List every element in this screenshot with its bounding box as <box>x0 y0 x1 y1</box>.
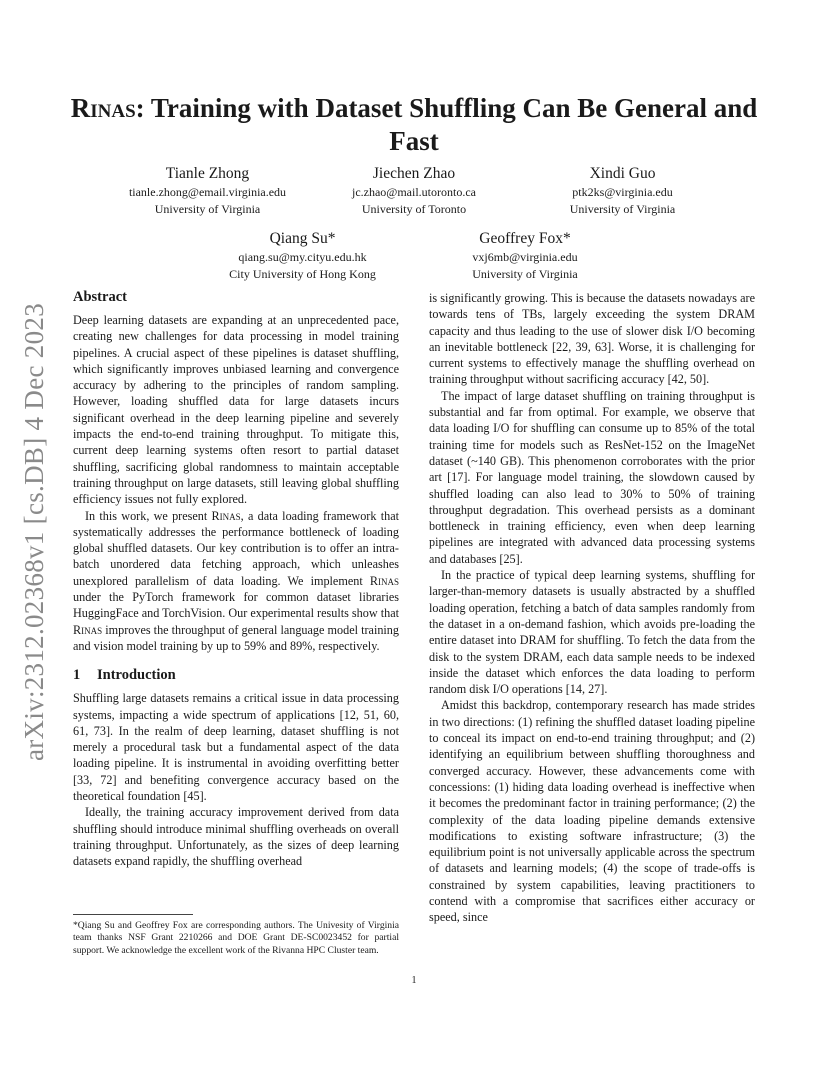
author-email[interactable]: vxj6mb@virginia.edu <box>472 250 578 264</box>
section-number: 1 <box>73 667 81 684</box>
right-column <box>429 290 755 926</box>
author-affiliation: University of Toronto <box>361 202 467 216</box>
page-number: 1 <box>411 975 417 986</box>
paper-title <box>60 92 768 158</box>
author-name: Tianle Zhong <box>165 165 250 182</box>
left-column <box>73 288 399 870</box>
body-paragraph: Shuffling large datasets remains a critical issue in data processing systems, impacting a wide spectrum of applications [12, 51, 60, 61, 73]. In the realm of deep learning, dataset shuffling is not merely a procedural task but a fundamental aspect of the data loading pipeline. It is instrumental in avoiding overfitting better [33, 72] and benefiting convergence accuracy based on the theoretical foundation [45]. <box>73 691 399 804</box>
body-paragraph: Amidst this backdrop, contemporary research has made strides in two directions: (1) refining the shuffled dataset loading pipeline to conceal its impact on end-to-end training throughput; and (2) identifying an equilibrium between shuffling thoroughness and converged accuracy. However, these advancements come with concessions: (1) hiding data loading overhead is ineffective when it becomes the predominant factor in training performance; (2) the complexity of the data loading pipeline demands extensive modifications to existing software infrastructure; (3) the equilibrium point is not universally applicable across the spectrum of datasets and learning models; (4) the scope of trade-offs is constrained by system capabilities, leaving practitioners to contend with a compromise that sacrifices either accuracy or speed, since <box>429 698 755 925</box>
section-heading <box>73 666 399 684</box>
author-name: Xindi Guo <box>589 165 656 182</box>
title-rest: : Training with Dataset Shuffling Can Be General and Fast <box>135 93 758 156</box>
author-block <box>545 163 700 218</box>
footnote: *Qiang Su and Geoffrey Fox are corresponding authors. The Univesity of Virginia team thanks NSF Grant 2210266 and DOE Grant DE-SC0023452 for partial support. We acknowledge the excellent work of the Rivanna HPC Cluster team. <box>73 920 399 956</box>
author-email[interactable]: jc.zhao@mail.utoronto.ca <box>351 185 476 199</box>
author-affiliation: University of Virginia <box>154 202 261 216</box>
author-block <box>100 163 315 218</box>
author-block <box>210 228 395 283</box>
author-name: Qiang Su* <box>269 230 336 247</box>
author-email[interactable]: tianle.zhong@email.virginia.edu <box>128 185 287 199</box>
author-block <box>445 228 605 283</box>
abstract-paragraph: Deep learning datasets are expanding at an unprecedented pace, creating new challenges for data processing in model training pipelines. A crucial aspect of these pipelines is dataset shuffling, which significantly improves unbiased learning and convergence accuracy by adhering to the principles of random sampling. However, loading shuffled data for large datasets incurs significant overhead in the deep learning pipeline and severely impacts the end-to-end training throughput. To mitigate this, current deep learning systems often resort to partial dataset shuffling, sacrificing global randomness to maintain acceptable training throughput on large datasets, still leaving global shuffling efficiency issues not fully explored. <box>73 313 399 507</box>
author-email[interactable]: qiang.su@my.cityu.edu.hk <box>238 250 367 264</box>
author-block <box>316 163 512 218</box>
abstract-heading: Abstract <box>73 289 127 305</box>
title-system-name: Rinas <box>70 93 136 123</box>
footnote-rule <box>73 914 193 915</box>
author-affiliation: University of Virginia <box>569 202 676 216</box>
body-paragraph: Ideally, the training accuracy improvement derived from data shuffling should introduce minimal shuffling overheads on overall training throughput. Unfortunately, as the sizes of deep learning datasets expand rapidly, the shuffling overhead <box>73 805 399 869</box>
author-email[interactable]: ptk2ks@virginia.edu <box>572 185 673 199</box>
section-title: Introduction <box>97 667 176 684</box>
author-affiliation: City University of Hong Kong <box>229 267 376 281</box>
author-name: Jiechen Zhao <box>372 165 456 182</box>
author-name: Geoffrey Fox* <box>479 230 571 247</box>
body-paragraph: The impact of large dataset shuffling on training throughput is substantial and far from optimal. For example, we observe that data loading I/O for shuffling can consume up to 85% of the total training time for models such as ResNet-152 on the ImageNet dataset (~140 GB). This phenomenon corroborates with the prior art [17]. For language model training, the slowdown caused by shuffled loading can also lead to 30% to 50% of training throughput degradation. This overhead persists as a dominant bottleneck in training efficiency, even when deep learning pipelines are integrated with advanced data processing systems and databases [25]. <box>429 388 755 566</box>
body-paragraph: In the practice of typical deep learning systems, shuffling for larger-than-memory datasets is usually abstracted by a shuffled loading operation, fetching a batch of data samples randomly from the dataset in a on-demand fashion, which avoids pre-loading the entire dataset into DRAM for shuffling. To fetch the data from the disk to the system DRAM, each data sample needs to be indexed inside the dataset which enforces the data loading to perform random disk I/O operations [14, 27]. <box>429 568 755 697</box>
abstract-paragraph: In this work, we present Rinas, a data loading framework that systematically addresses the performance bottleneck of loading global shuffled datasets. Our key contribution is to offer an intra-batch unordered data fetching approach, which unleashes unexplored parallelism of data loading. We implement Rinas under the PyTorch framework for common dataset libraries HuggingFace and TorchVision. Our experimental results show that Rinas improves the throughput of general language model training and vision model training by up to 59% and 89%, respectively. <box>73 508 399 653</box>
arxiv-stamp: arXiv:2312.02368v1 [cs.DB] 4 Dec 2023 <box>19 302 49 762</box>
author-affiliation: University of Virginia <box>472 267 578 281</box>
body-paragraph: is significantly growing. This is because the datasets nowadays are towards tens of TBs, largely exceeding the system DRAM capacity and thus leading to the use of slower disk I/O becoming an inevitable bottleneck [22, 39, 63]. Worse, it is challenging for current systems to effectively manage the shuffling overhead on training throughput without sacrificing accuracy [42, 50]. <box>429 291 755 387</box>
